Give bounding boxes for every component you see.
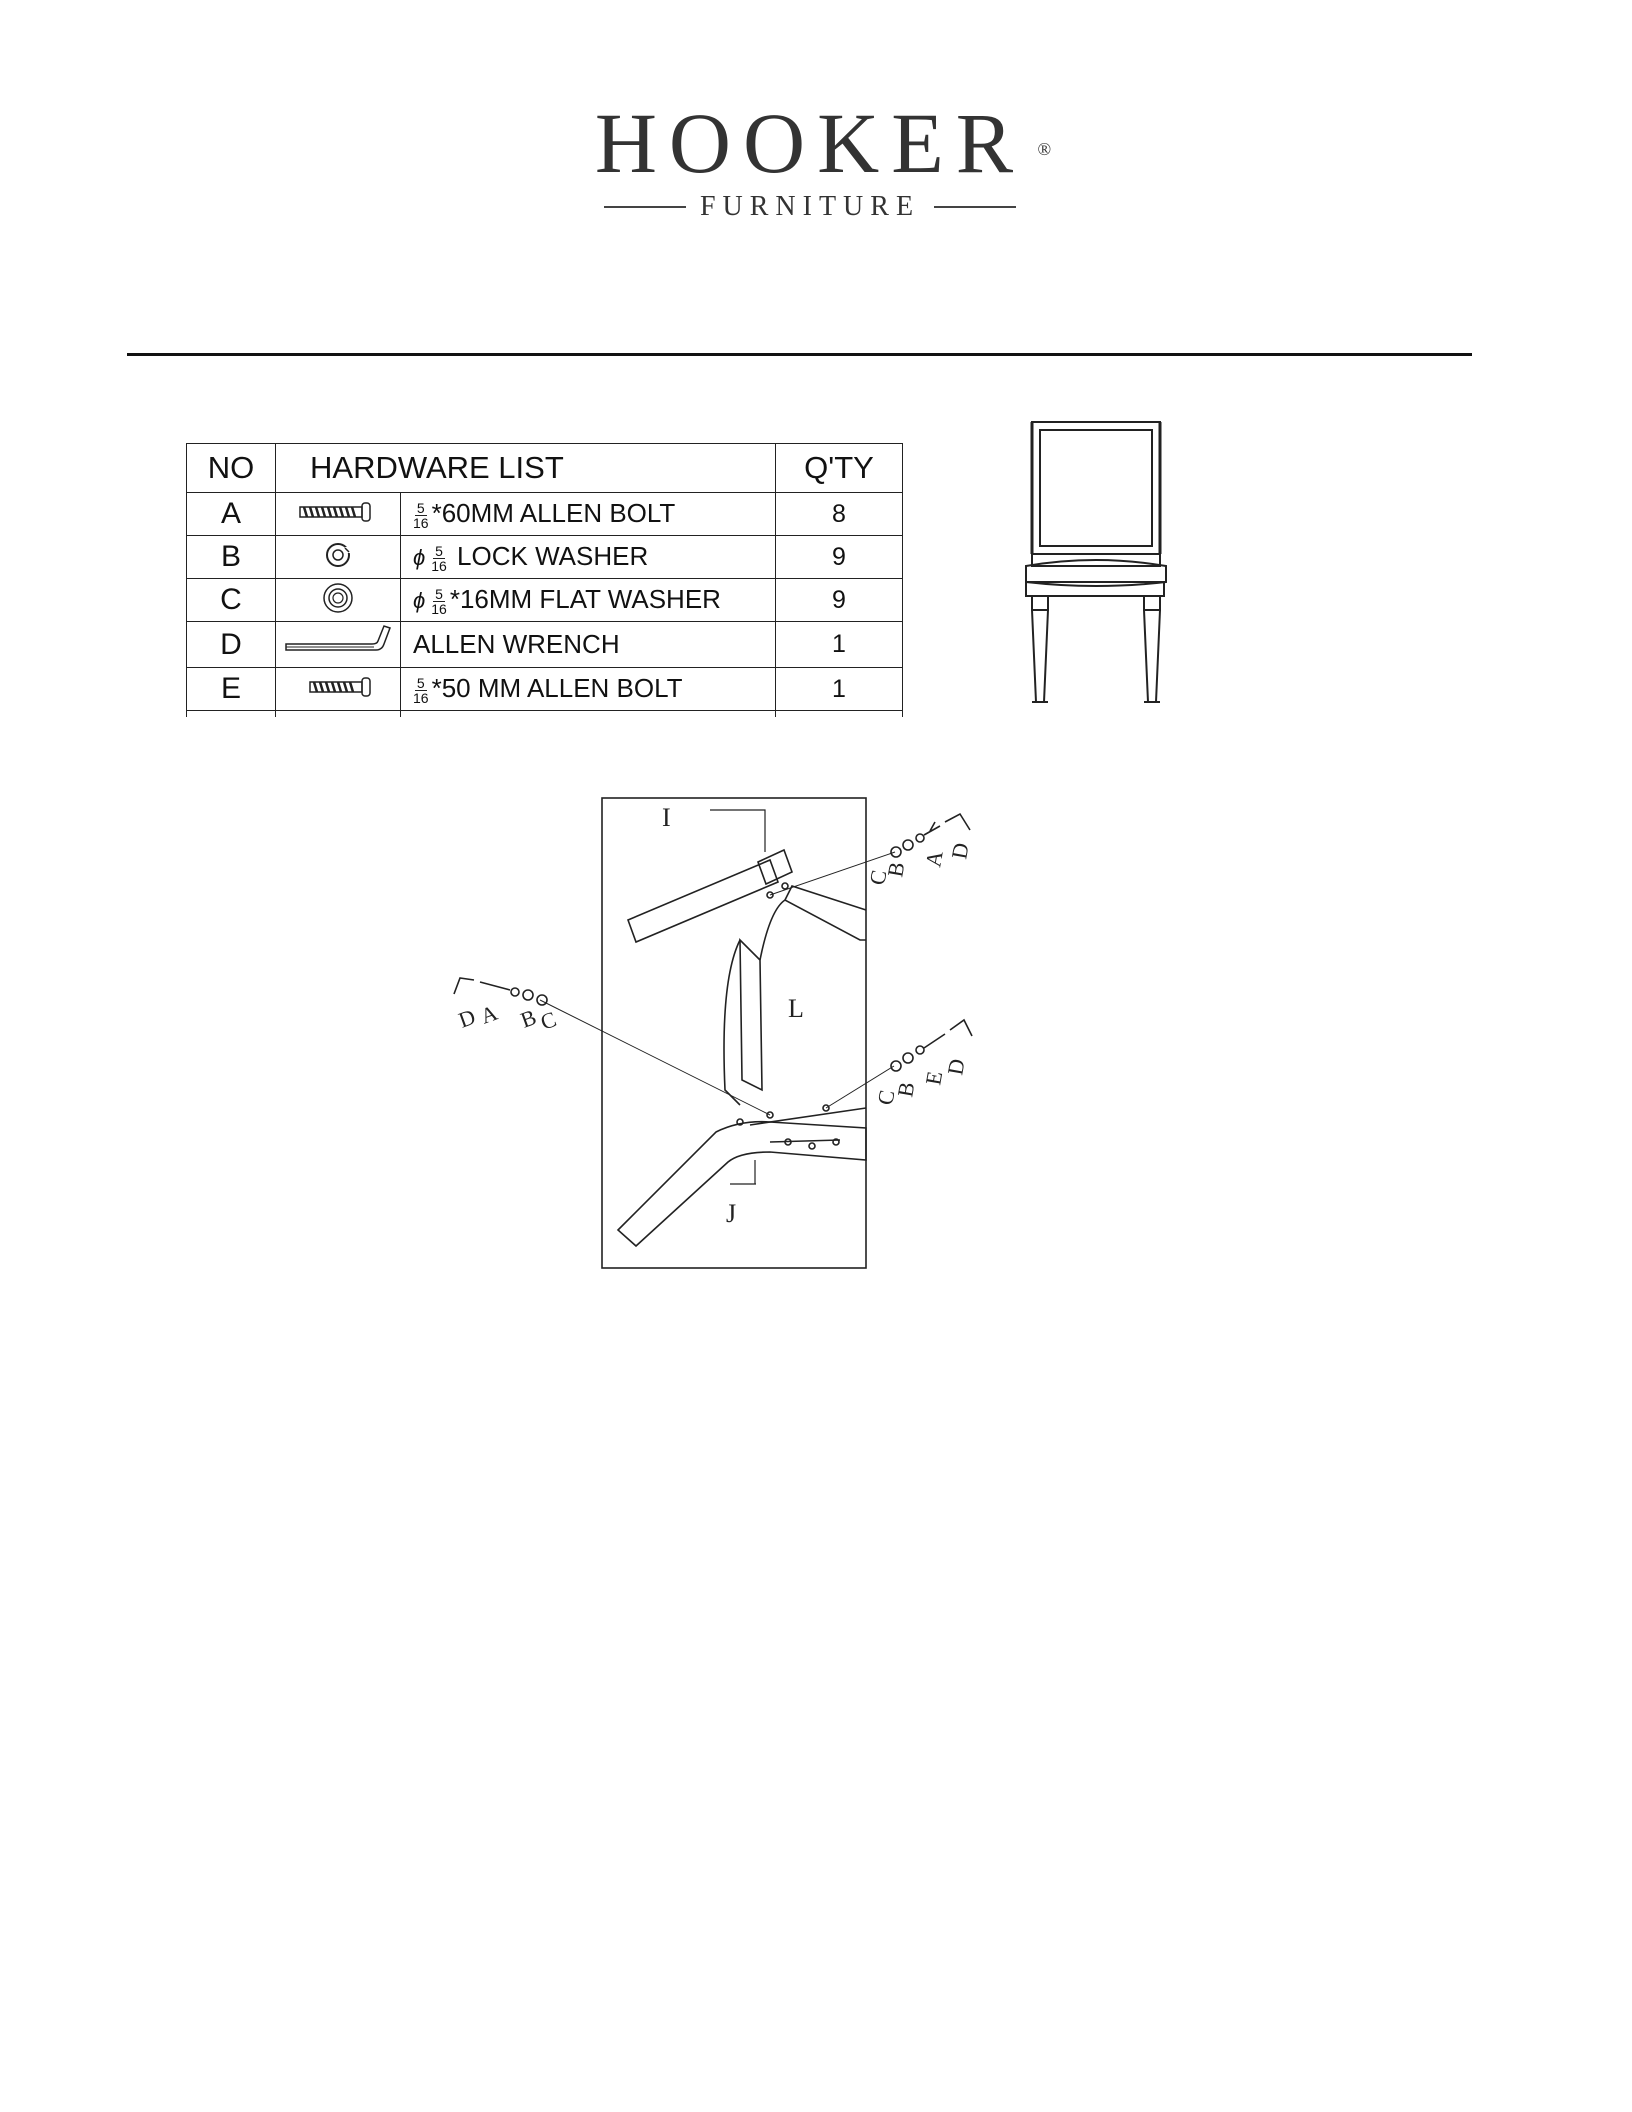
row-text: *50 MM ALLEN BOLT [431,673,683,704]
row-no: D [187,622,276,668]
allen-wrench-icon [280,622,396,662]
callout-ur-a: A [920,848,948,869]
logo-wordmark [594,95,1052,191]
row-icon-cell [276,536,401,579]
callout-left-d: D [455,1003,479,1033]
row-description [401,493,776,536]
long-bolt-icon [296,500,380,524]
logo-rule-right [934,206,1016,208]
label-rail-j: J [726,1199,737,1228]
row-text: *60MM ALLEN BOLT [431,498,676,529]
callout-lr-c: C [872,1088,900,1107]
size-fraction: $\frac{5}{16}$ [431,542,447,574]
row-qty: 9 [776,579,903,622]
brand-logo [570,95,1052,228]
lock-washer-icon [318,539,358,571]
row-no: B [187,536,276,579]
short-bolt-icon [296,675,380,699]
table-row [187,579,903,622]
open-cell [187,711,276,718]
open-cell [276,711,401,718]
callout-ur-c: C [864,868,892,887]
row-icon-cell [276,622,401,668]
row-icon-cell [276,493,401,536]
logo-subline [570,192,1050,222]
size-fraction: $\frac{5}{16}$ [413,674,429,706]
row-text: LOCK WASHER [449,541,649,572]
callout-lr-d: D [942,1056,970,1077]
callout-left-c: C [537,1006,560,1035]
callout-lr-e: E [920,1069,948,1087]
header-no: NO [187,444,276,493]
row-qty: 9 [776,536,903,579]
diameter-symbol: ϕ [413,588,426,614]
header-hardware-list: HARDWARE LIST [276,444,776,493]
callout-ur-d: D [946,840,974,861]
table-header-row [187,444,903,493]
logo-rule-left [604,206,686,208]
label-back-l: L [788,994,804,1023]
part-back-l [740,940,762,1090]
table-row [187,536,903,579]
registered-mark: ® [1037,139,1052,159]
row-qty: 8 [776,493,903,536]
open-cell [401,711,776,718]
header-divider [127,353,1472,356]
callout-ur-b: B [882,860,910,879]
row-description [401,536,776,579]
table-open-row [187,711,903,718]
label-leg-i: I [662,803,671,832]
row-icon-cell [276,668,401,711]
row-icon-cell [276,579,401,622]
assembly-diagram [440,790,1000,1280]
callout-left-a: A [477,999,501,1029]
header-qty: Q'TY [776,444,903,493]
table-row [187,493,903,536]
flat-washer-icon [318,580,358,616]
chair-front-illustration [1010,418,1180,708]
callout-left-b: B [517,1004,540,1033]
row-text: *16MM FLAT WASHER [449,584,721,615]
row-text: ALLEN WRENCH [413,629,620,659]
table-row [187,668,903,711]
hardware-table [186,443,903,717]
table-row [187,622,903,668]
row-no: C [187,579,276,622]
row-description [401,622,776,668]
logo-subtitle: FURNITURE [699,191,921,222]
row-description [401,668,776,711]
size-fraction: $\frac{5}{16}$ [413,499,429,531]
row-qty: 1 [776,668,903,711]
diagram-frame [602,798,866,1268]
part-leg-i [628,860,778,942]
logo-word: HOOKER [594,95,1026,191]
callout-lr-b: B [892,1080,920,1099]
row-qty: 1 [776,622,903,668]
row-no: E [187,668,276,711]
diameter-symbol: ϕ [413,545,426,571]
row-no: A [187,493,276,536]
open-cell [776,711,903,718]
size-fraction: $\frac{5}{16}$ [431,585,447,617]
row-description [401,579,776,622]
